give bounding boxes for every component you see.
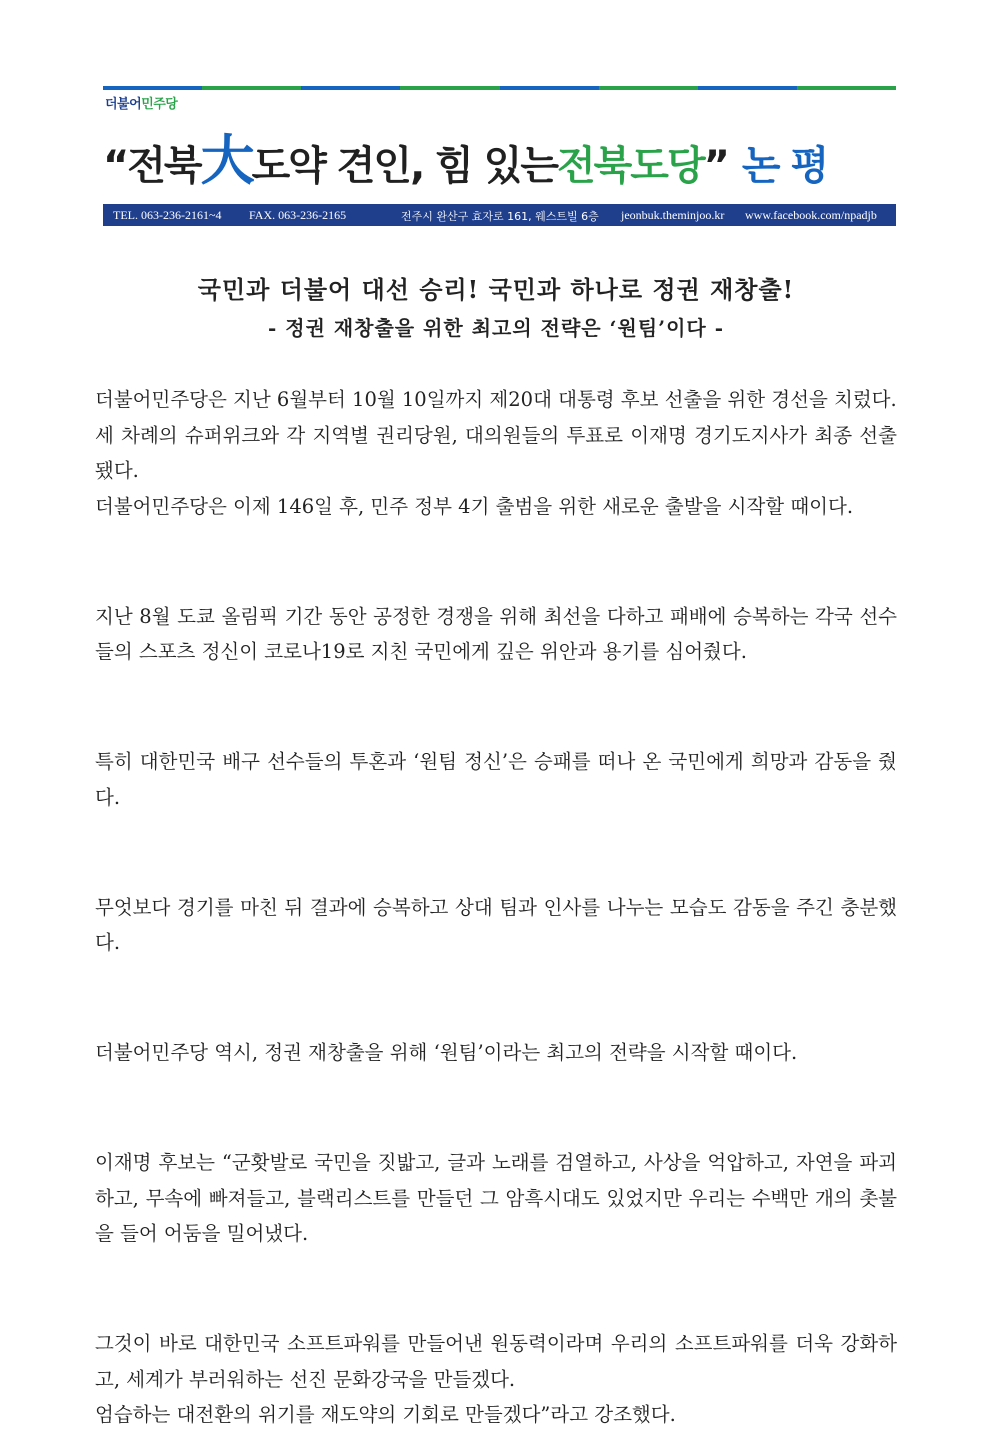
header-color-bar: [103, 86, 896, 90]
body-paragraph: 더불어민주당 역시, 정권 재창출을 위해 ‘원팀’이라는 최고의 전략을 시작할 때이다.: [95, 1041, 798, 1064]
paragraph-spacer: [95, 689, 897, 725]
headline-green: 전북도당: [557, 143, 704, 189]
header-headline: [103, 118, 896, 190]
body-paragraph: 더불어민주당은 지난 6월부터 10월 10일까지 제20대 대통령 후보 선출을 위한 경선을 치렀다.: [95, 388, 897, 411]
contact-address: 전주시 완산구 효자로 161, 웨스트빌 6층: [401, 210, 599, 223]
body-paragraph: 엄습하는 대전환의 위기를 재도약의 기회로 만들겠다”라고 강조했다.: [95, 1403, 676, 1426]
contact-website: jeonbuk.theminjoo.kr: [621, 208, 725, 222]
contact-facebook: www.facebook.com/npadjb: [745, 208, 877, 222]
body-paragraph: 세 차례의 슈퍼위크와 각 지역별 권리당원, 대의원들의 투표로 이재명 경기도지사가 최종 선출됐다.: [95, 423, 897, 482]
headline-doc-type: 논 평: [741, 143, 828, 189]
paragraph-spacer: [95, 544, 897, 580]
headline-mid: 도약 견인, 힘 있는: [251, 143, 558, 189]
body-paragraph: 더불어민주당은 이제 146일 후, 민주 정부 4기 출범을 위한 새로운 출발을 시작할 때이다.: [95, 494, 854, 518]
paragraph-spacer: [95, 1271, 897, 1307]
contact-bar: [103, 204, 896, 226]
body-paragraph: 지난 8월 도쿄 올림픽 기간 동안 공정한 경쟁을 위해 최선을 다하고 패배에 승복하는 각국 선수들의 스포츠 정신이 코로나19로 지친 국민에게 깊은 위안과 용기를 심어줬다.: [95, 604, 897, 663]
document-title: 국민과 더불어 대선 승리! 국민과 하나로 정권 재창출!: [197, 275, 795, 304]
body-paragraph: 이재명 후보는 “군홧발로 국민을 짓밟고, 글과 노래를 검열하고, 사상을 억압하고, 자연을 파괴하고, 무속에 빠져들고, 블랙리스트를 만들던 그 암흑시대도 있었지만 우리는 수백만 개의 촛불을 들어 어둠을 밀어냈다.: [95, 1151, 897, 1245]
contact-fax: FAX. 063-236-2165: [249, 208, 347, 222]
party-logo: [105, 93, 177, 112]
document-subtitle: - 정권 재창출을 위한 최고의 전략은 ‘원팀’이다 -: [267, 316, 725, 340]
paragraph-spacer: [95, 835, 897, 871]
party-name-part1: 더불어: [105, 97, 142, 112]
contact-tel: TEL. 063-236-2161~4: [113, 208, 222, 222]
body-paragraph: 무엇보다 경기를 마친 뒤 결과에 승복하고 상대 팀과 인사를 나누는 모습도 감동을 주긴 충분했다.: [95, 895, 897, 954]
headline-big-char: 大: [200, 129, 252, 192]
party-name-part2: 민주당: [141, 97, 178, 112]
headline-open: “전북: [103, 143, 201, 189]
body-paragraph: 그것이 바로 대한민국 소프트파워를 만들어낸 원동력이라며 우리의 소프트파워를 더욱 강화하고, 세계가 부러워하는 선진 문화강국을 만들겠다.: [95, 1332, 897, 1391]
headline-close: ”: [703, 143, 728, 189]
body-paragraph: 특히 대한민국 배구 선수들의 투혼과 ‘원팀 정신’은 승패를 떠나 온 국민에게 희망과 감동을 줬다.: [95, 750, 897, 809]
paragraph-spacer: [95, 1090, 897, 1126]
paragraph-spacer: [95, 980, 897, 1016]
document-body: [95, 382, 897, 1433]
